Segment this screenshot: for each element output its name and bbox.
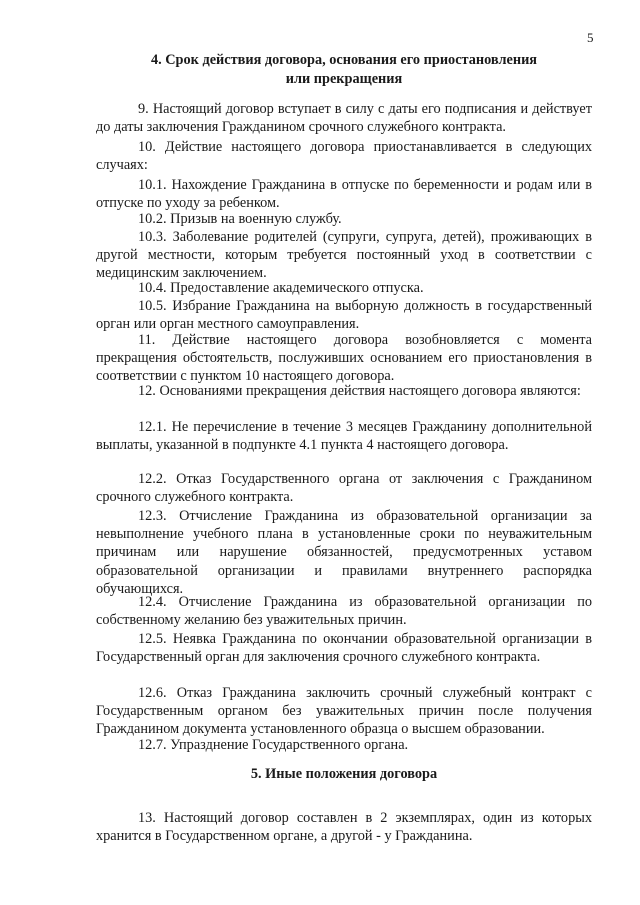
clause-12-5: 12.5. Неявка Гражданина по окончании образовательной организации в Государственный орган для заключения срочного служебного контракта. xyxy=(96,631,592,666)
clause-12-2: 12.2. Отказ Государственного органа от заключения с Гражданином срочного служебного контракта. xyxy=(96,471,592,506)
clause-11: 11. Действие настоящего договора возобновляется с момента прекращения обстоятельств, послуживших основанием его приостановления в соответствии с пунктом 10 настоящего договора. xyxy=(96,332,592,385)
clause-10-5: 10.5. Избрание Гражданина на выборную должность в государственный орган или орган местного самоуправления. xyxy=(96,298,592,333)
page-number: 5 xyxy=(587,30,594,45)
clause-12-4: 12.4. Отчисление Гражданина из образовательной организации по собственному желанию без уважительных причин. xyxy=(96,594,592,629)
clause-12-3: 12.3. Отчисление Гражданина из образовательной организации за невыполнение учебного плана в установленные сроки по неуважительным причинам или нарушение обязанностей, предусмотренных уставом образовательной организации и правилами внутреннего распорядка обучающихся. xyxy=(96,508,592,597)
section-4-title-line-1: 4. Срок действия договора, основания его приостановления xyxy=(150,52,538,68)
section-5-title: 5. Иные положения договора xyxy=(250,766,438,782)
clause-12-7: 12.7. Упразднение Государственного органа. xyxy=(138,737,409,753)
clause-10-2: 10.2. Призыв на военную службу. xyxy=(138,211,342,227)
clause-10-1: 10.1. Нахождение Гражданина в отпуске по беременности и родам или в отпуске по уходу за ребенком. xyxy=(96,177,592,212)
clause-12-1: 12.1. Не перечисление в течение 3 месяцев Гражданину дополнительной выплаты, указанной в подпункте 4.1 пункта 4 настоящего договора. xyxy=(96,419,592,454)
clause-13: 13. Настоящий договор составлен в 2 экземплярах, один из которых хранится в Государственном органе, а другой - у Гражданина. xyxy=(96,810,592,845)
clause-10-4: 10.4. Предоставление академического отпуска. xyxy=(138,280,424,296)
clause-10: 10. Действие настоящего договора приостанавливается в следующих случаях: xyxy=(96,139,592,174)
clause-12: 12. Основаниями прекращения действия настоящего договора являются: xyxy=(138,383,581,399)
section-5-heading xyxy=(96,765,592,784)
section-4-title-line-2: или прекращения xyxy=(285,71,403,87)
clause-12-6: 12.6. Отказ Гражданина заключить срочный служебный контракт с Государственным органом без уважительных причин после получения Гражданином документа установленного образца о высшем образовании. xyxy=(96,685,592,738)
clause-9: 9. Настоящий договор вступает в силу с даты его подписания и действует до даты заключения Гражданином срочного служебного контракта. xyxy=(96,101,592,136)
section-4-heading xyxy=(96,51,592,89)
clause-10-3: 10.3. Заболевание родителей (супруги, супруга, детей), проживающих в другой местности, которым требуется постоянный уход в соответствии с медицинским заключением. xyxy=(96,229,592,282)
